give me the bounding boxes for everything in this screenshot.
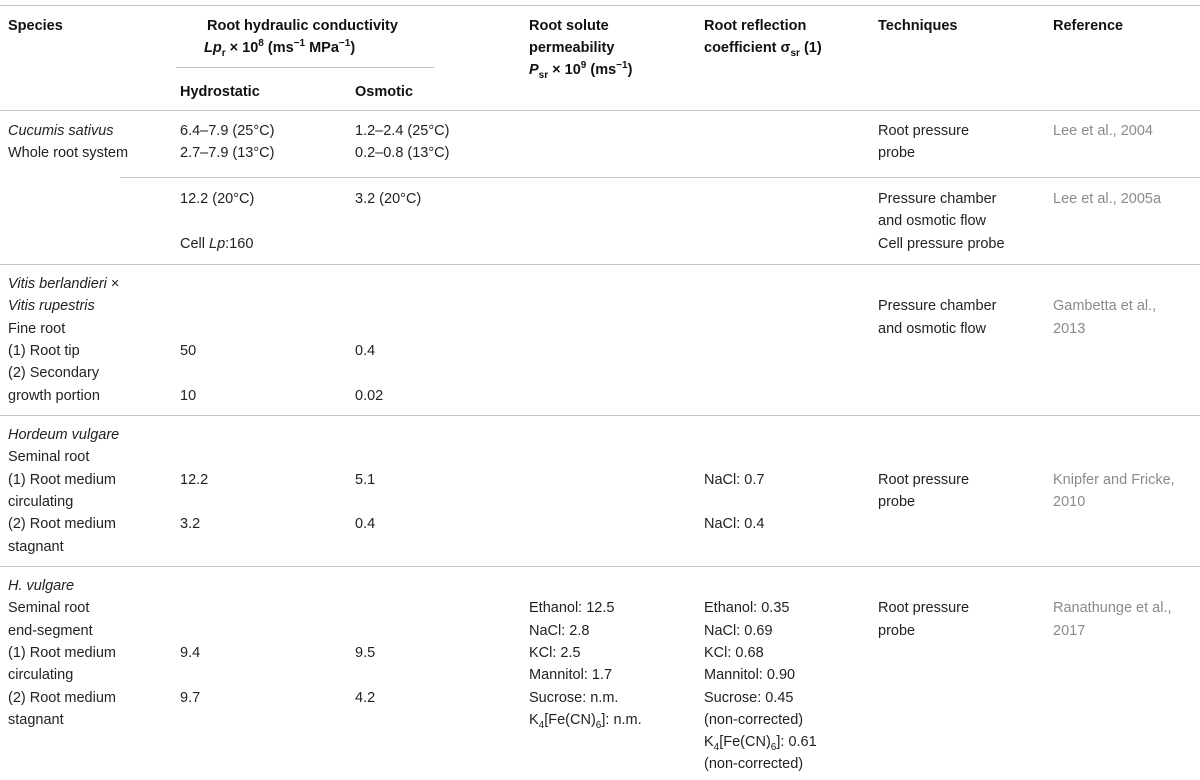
header-lp-line1: Root hydraulic conductivity — [207, 18, 398, 34]
reflection-value — [704, 731, 817, 753]
reflection-value: NaCl: 0.69 — [704, 623, 773, 639]
species-detail: (2) Root medium — [8, 516, 116, 532]
lp-symbol: Lp — [204, 40, 222, 56]
row-divider-1 — [120, 177, 1200, 178]
formula-part: [Fe(CN) — [719, 734, 771, 750]
reflection-value: Mannitol: 0.90 — [704, 667, 796, 683]
species-cross: × — [106, 276, 120, 292]
species-detail: (1) Root medium — [8, 645, 116, 661]
formula-sub: 6 — [770, 741, 777, 753]
lp-unit2: MPa — [305, 40, 339, 56]
header-reference: Reference — [1053, 18, 1124, 34]
species-detail: (1) Root medium — [8, 472, 116, 488]
technique-text: and osmotic flow — [878, 321, 986, 337]
osmotic-value: 0.4 — [355, 343, 376, 359]
species-name: Hordeum vulgare — [8, 427, 120, 443]
reference-text: Lee et al., 2005a — [1053, 191, 1162, 207]
species-detail: Whole root system — [8, 145, 129, 161]
cell-lp-value — [180, 233, 253, 255]
species-detail: Seminal root — [8, 600, 90, 616]
osmotic-value: 0.02 — [355, 388, 384, 404]
formula-part: K — [704, 734, 714, 750]
osmotic-value: 1.2–2.4 (25°C) — [355, 123, 450, 139]
species-detail: (2) Root medium — [8, 690, 116, 706]
formula-sub: 4 — [713, 741, 720, 753]
technique-text: Root pressure — [878, 472, 970, 488]
cell-lp-prefix: Cell — [180, 236, 210, 252]
formula-part: ]: 0.61 — [776, 734, 817, 750]
header-species: Species — [8, 18, 63, 34]
reflection-note: (non-corrected) — [704, 712, 804, 728]
row-divider-3 — [0, 415, 1200, 416]
psr-unit2: ) — [627, 62, 633, 78]
formula-part: [Fe(CN) — [544, 712, 596, 728]
reflection-value: Sucrose: 0.45 — [704, 690, 794, 706]
lp-unit-exp: −1 — [293, 38, 306, 50]
formula-part: K — [529, 712, 539, 728]
species-detail: stagnant — [8, 539, 64, 555]
species-name-part: Vitis berlandieri — [8, 276, 107, 292]
hydrostatic-value: 3.2 — [180, 516, 201, 532]
psr-exp: 9 — [580, 60, 587, 72]
hydrostatic-value: 2.7–7.9 (13°C) — [180, 145, 275, 161]
technique-text: Pressure chamber — [878, 191, 997, 207]
lp-unit1: (ms — [263, 40, 294, 56]
row-divider-2 — [0, 264, 1200, 265]
reflection-value: NaCl: 0.7 — [704, 472, 765, 488]
formula-sub: 4 — [538, 719, 545, 731]
technique-text: probe — [878, 494, 916, 510]
header-sigma-line2 — [704, 37, 822, 59]
reference-text: Knipfer and Fricke, — [1053, 472, 1175, 488]
hydrostatic-value: 12.2 — [180, 472, 209, 488]
hydrostatic-value: 10 — [180, 388, 197, 404]
technique-text: probe — [878, 623, 916, 639]
lp-group-rule — [176, 67, 434, 68]
header-sigma-line1: Root reflection — [704, 18, 807, 34]
lp-exp: 8 — [258, 38, 264, 50]
psr-unit1: (ms — [586, 62, 617, 78]
permeability-value — [529, 709, 642, 731]
osmotic-value: 0.2–0.8 (13°C) — [355, 145, 450, 161]
header-osmotic: Osmotic — [355, 84, 414, 100]
hydrostatic-value: 9.4 — [180, 645, 201, 661]
species-detail: Fine root — [8, 321, 66, 337]
sigma-label: coefficient σ — [704, 40, 791, 56]
hydrostatic-value: 50 — [180, 343, 197, 359]
technique-text: Cell pressure probe — [878, 236, 1005, 252]
row-divider-4 — [0, 566, 1200, 567]
psr-times: × 10 — [548, 62, 581, 78]
species-detail: growth portion — [8, 388, 100, 404]
reference-text: Gambetta et al., — [1053, 298, 1157, 314]
reference-text: 2010 — [1053, 494, 1086, 510]
osmotic-value: 4.2 — [355, 690, 376, 706]
permeability-value: Sucrose: n.m. — [529, 690, 619, 706]
osmotic-value: 9.5 — [355, 645, 376, 661]
reflection-value: KCl: 0.68 — [704, 645, 764, 661]
species-detail: (1) Root tip — [8, 343, 80, 359]
header-psr-line2: permeability — [529, 40, 615, 56]
species-name — [8, 273, 119, 295]
technique-text: Pressure chamber — [878, 298, 997, 314]
cell-lp-symbol: Lp — [209, 236, 226, 252]
technique-text: and osmotic flow — [878, 213, 986, 229]
reflection-value: NaCl: 0.4 — [704, 516, 765, 532]
lp-sub: r — [221, 47, 226, 59]
species-detail: end-segment — [8, 623, 93, 639]
osmotic-value: 5.1 — [355, 472, 376, 488]
psr-unit-exp: −1 — [616, 60, 628, 72]
species-detail: stagnant — [8, 712, 64, 728]
hydrostatic-value: 6.4–7.9 (25°C) — [180, 123, 275, 139]
cell-lp-number: :160 — [225, 236, 254, 252]
formula-sub: 6 — [595, 719, 602, 731]
lp-times: × 10 — [225, 40, 259, 56]
permeability-value: NaCl: 2.8 — [529, 623, 590, 639]
species-name: Vitis rupestris — [8, 298, 95, 314]
sigma-unit: (1) — [799, 40, 822, 56]
reference-text: 2017 — [1053, 623, 1086, 639]
sigma-sub: sr — [790, 47, 800, 59]
reference-text: Ranathunge et al., — [1053, 600, 1172, 616]
osmotic-value: 0.4 — [355, 516, 376, 532]
species-detail: circulating — [8, 667, 74, 683]
header-psr-line3 — [529, 59, 632, 81]
permeability-value: Ethanol: 12.5 — [529, 600, 615, 616]
header-hydrostatic: Hydrostatic — [180, 84, 260, 100]
technique-text: Root pressure — [878, 600, 970, 616]
species-name: Cucumis sativus — [8, 123, 114, 139]
technique-text: Root pressure — [878, 123, 970, 139]
reflection-value: Ethanol: 0.35 — [704, 600, 790, 616]
species-name: H. vulgare — [8, 578, 75, 594]
header-lp-line2 — [204, 37, 355, 59]
header-bottom-rule — [0, 110, 1200, 111]
header-psr-line1: Root solute — [529, 18, 609, 34]
reference-text: Lee et al., 2004 — [1053, 123, 1153, 139]
species-detail: (2) Secondary — [8, 365, 100, 381]
reflection-note: (non-corrected) — [704, 756, 804, 772]
formula-part: ]: n.m. — [601, 712, 642, 728]
species-detail: Seminal root — [8, 449, 90, 465]
species-detail: circulating — [8, 494, 74, 510]
reference-text: 2013 — [1053, 321, 1086, 337]
hydrostatic-value: 12.2 (20°C) — [180, 191, 255, 207]
osmotic-value: 3.2 (20°C) — [355, 191, 422, 207]
permeability-value: KCl: 2.5 — [529, 645, 581, 661]
technique-text: probe — [878, 145, 916, 161]
header-techniques: Techniques — [878, 18, 958, 34]
hydrostatic-value: 9.7 — [180, 690, 201, 706]
psr-symbol: P — [529, 62, 539, 78]
lp-unit-exp2: −1 — [338, 38, 351, 50]
table-top-rule — [0, 5, 1200, 6]
psr-sub: sr — [538, 69, 549, 81]
permeability-value: Mannitol: 1.7 — [529, 667, 613, 683]
lp-unit3: ) — [350, 40, 356, 56]
